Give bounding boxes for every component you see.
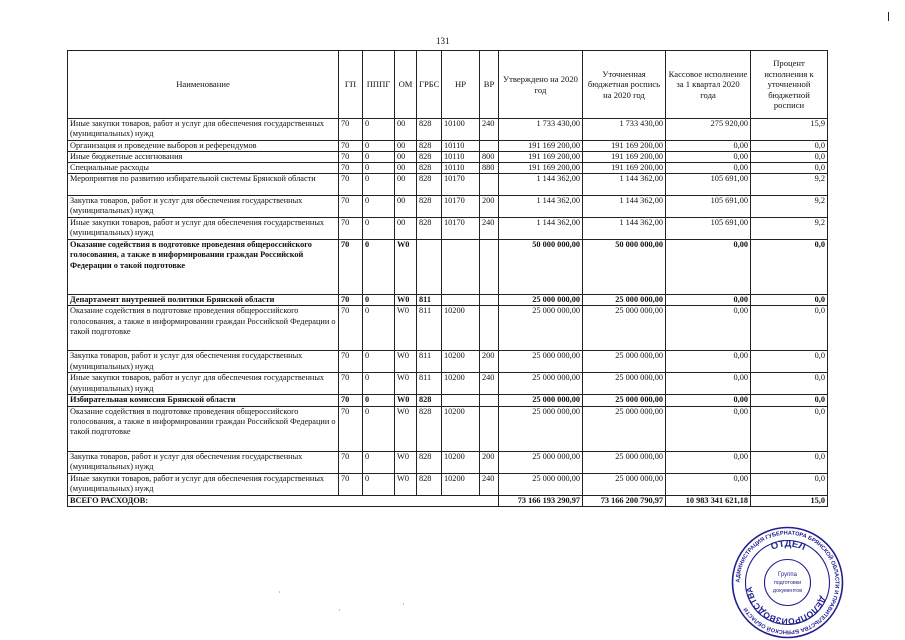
row-gp: 70 bbox=[339, 373, 363, 395]
row-name: Мероприятия по развитию избирательной системы Брянской области bbox=[68, 174, 339, 196]
row-vr: 200 bbox=[480, 196, 499, 218]
department-stamp bbox=[730, 525, 845, 640]
table-row bbox=[68, 240, 828, 295]
table-row bbox=[68, 141, 828, 152]
stamp-line-1: ОТДЕЛ bbox=[769, 538, 807, 554]
row-approved: 1 144 362,00 bbox=[499, 196, 583, 218]
total-refined: 73 166 200 790,97 bbox=[583, 495, 666, 506]
row-refined: 191 169 200,00 bbox=[583, 152, 666, 163]
row-percent: 15,9 bbox=[751, 119, 828, 141]
row-grbs: 828 bbox=[417, 141, 442, 152]
row-approved: 25 000 000,00 bbox=[499, 295, 583, 306]
row-refined: 25 000 000,00 bbox=[583, 373, 666, 395]
row-percent: 9,2 bbox=[751, 174, 828, 196]
row-gp: 70 bbox=[339, 141, 363, 152]
row-name: Закупка товаров, работ и услуг для обеспечения государственных (муниципальных) нужд bbox=[68, 351, 339, 373]
header-pppg: ПППГ bbox=[363, 51, 395, 119]
row-approved: 191 169 200,00 bbox=[499, 141, 583, 152]
row-pppg: 0 bbox=[363, 152, 395, 163]
row-cash: 0,00 bbox=[666, 451, 751, 473]
row-percent: 9,2 bbox=[751, 196, 828, 218]
row-cash: 0,00 bbox=[666, 240, 751, 295]
row-cash: 0,00 bbox=[666, 473, 751, 495]
header-vr: ВР bbox=[480, 51, 499, 119]
row-name: Иные бюджетные ассигнования bbox=[68, 152, 339, 163]
row-cash: 0,00 bbox=[666, 351, 751, 373]
table-header-row bbox=[68, 51, 828, 119]
row-refined: 1 144 362,00 bbox=[583, 218, 666, 240]
header-percent: Процент исполнения к уточненной бюджетной росписи bbox=[751, 51, 828, 119]
row-vr: 240 bbox=[480, 473, 499, 495]
row-refined: 50 000 000,00 bbox=[583, 240, 666, 295]
row-pppg: 0 bbox=[363, 218, 395, 240]
table-row bbox=[68, 306, 828, 351]
table-row bbox=[68, 373, 828, 395]
row-name: Избирательная комиссия Брянской области bbox=[68, 395, 339, 406]
row-vr: 200 bbox=[480, 451, 499, 473]
row-gp: 70 bbox=[339, 163, 363, 174]
row-refined: 1 144 362,00 bbox=[583, 174, 666, 196]
scan-speck: · bbox=[338, 606, 341, 615]
row-nr bbox=[442, 395, 480, 406]
table-row bbox=[68, 196, 828, 218]
header-approved: Утверждено на 2020 год bbox=[499, 51, 583, 119]
stamp-ring-text: АДМИНИСТРАЦИЯ ГУБЕРНАТОРА БРЯНСКОЙ ОБЛАСТИ И ПРАВИТЕЛЬСТВА БРЯНСКОЙ ОБЛАСТИ bbox=[735, 530, 840, 635]
row-pppg: 0 bbox=[363, 240, 395, 295]
row-refined: 25 000 000,00 bbox=[583, 451, 666, 473]
row-name: Иные закупки товаров, работ и услуг для обеспечения государственных (муниципальных) нужд bbox=[68, 473, 339, 495]
row-approved: 1 144 362,00 bbox=[499, 174, 583, 196]
row-approved: 25 000 000,00 bbox=[499, 451, 583, 473]
row-gp: 70 bbox=[339, 119, 363, 141]
stamp-center-3: документов bbox=[772, 588, 803, 594]
row-grbs bbox=[417, 240, 442, 295]
row-gp: 70 bbox=[339, 351, 363, 373]
row-nr: 10170 bbox=[442, 196, 480, 218]
budget-table bbox=[67, 50, 828, 507]
row-vr: 240 bbox=[480, 218, 499, 240]
row-name: Оказание содействия в подготовке проведения общероссийского голосования, а также в информировании граждан Российской Федерации о такой подготовке bbox=[68, 406, 339, 451]
row-pppg: 0 bbox=[363, 451, 395, 473]
row-pppg: 0 bbox=[363, 119, 395, 141]
row-om: W0 bbox=[395, 351, 417, 373]
row-percent: 0,0 bbox=[751, 473, 828, 495]
row-vr bbox=[480, 174, 499, 196]
row-vr bbox=[480, 306, 499, 351]
row-cash: 0,00 bbox=[666, 141, 751, 152]
row-cash: 0,00 bbox=[666, 373, 751, 395]
scan-speck: · bbox=[278, 588, 281, 597]
row-om: W0 bbox=[395, 395, 417, 406]
row-nr: 10200 bbox=[442, 473, 480, 495]
row-percent: 0,0 bbox=[751, 451, 828, 473]
row-grbs: 828 bbox=[417, 406, 442, 451]
row-nr bbox=[442, 240, 480, 295]
row-refined: 25 000 000,00 bbox=[583, 351, 666, 373]
row-grbs: 828 bbox=[417, 163, 442, 174]
row-om: 00 bbox=[395, 141, 417, 152]
row-grbs: 828 bbox=[417, 119, 442, 141]
row-refined: 1 144 362,00 bbox=[583, 196, 666, 218]
row-name: Организация и проведение выборов и референдумов bbox=[68, 141, 339, 152]
row-name: Департамент внутренней политики Брянской области bbox=[68, 295, 339, 306]
row-percent: 0,0 bbox=[751, 306, 828, 351]
table-row bbox=[68, 174, 828, 196]
row-refined: 25 000 000,00 bbox=[583, 306, 666, 351]
row-gp: 70 bbox=[339, 240, 363, 295]
row-nr bbox=[442, 295, 480, 306]
row-approved: 1 733 430,00 bbox=[499, 119, 583, 141]
row-pppg: 0 bbox=[363, 306, 395, 351]
row-vr bbox=[480, 295, 499, 306]
row-name: Закупка товаров, работ и услуг для обеспечения государственных (муниципальных) нужд bbox=[68, 196, 339, 218]
row-pppg: 0 bbox=[363, 351, 395, 373]
row-grbs: 811 bbox=[417, 373, 442, 395]
row-grbs: 811 bbox=[417, 351, 442, 373]
row-nr: 10200 bbox=[442, 373, 480, 395]
row-approved: 25 000 000,00 bbox=[499, 473, 583, 495]
row-gp: 70 bbox=[339, 295, 363, 306]
table-row bbox=[68, 395, 828, 406]
stamp-center-1: Группа bbox=[777, 572, 798, 578]
row-refined: 191 169 200,00 bbox=[583, 141, 666, 152]
row-refined: 191 169 200,00 bbox=[583, 163, 666, 174]
row-gp: 70 bbox=[339, 473, 363, 495]
corner-mark bbox=[888, 12, 889, 21]
row-approved: 25 000 000,00 bbox=[499, 351, 583, 373]
stamp-line-2: ДЕЛОПРОИЗВОДСТВА bbox=[743, 585, 829, 627]
row-percent: 0,0 bbox=[751, 240, 828, 295]
row-grbs: 828 bbox=[417, 174, 442, 196]
row-nr: 10110 bbox=[442, 141, 480, 152]
total-approved: 73 166 193 290,97 bbox=[499, 495, 583, 506]
row-refined: 1 733 430,00 bbox=[583, 119, 666, 141]
row-percent: 0,0 bbox=[751, 163, 828, 174]
row-gp: 70 bbox=[339, 218, 363, 240]
row-grbs: 828 bbox=[417, 196, 442, 218]
row-gp: 70 bbox=[339, 451, 363, 473]
row-pppg: 0 bbox=[363, 373, 395, 395]
row-vr bbox=[480, 395, 499, 406]
row-gp: 70 bbox=[339, 196, 363, 218]
row-pppg: 0 bbox=[363, 196, 395, 218]
row-refined: 25 000 000,00 bbox=[583, 395, 666, 406]
total-cash: 10 983 341 621,18 bbox=[666, 495, 751, 506]
row-cash: 0,00 bbox=[666, 395, 751, 406]
row-percent: 0,0 bbox=[751, 141, 828, 152]
row-vr bbox=[480, 406, 499, 451]
row-om: W0 bbox=[395, 451, 417, 473]
header-name: Наименование bbox=[68, 51, 339, 119]
row-grbs: 811 bbox=[417, 306, 442, 351]
table-row bbox=[68, 473, 828, 495]
row-percent: 0,0 bbox=[751, 295, 828, 306]
row-nr: 10200 bbox=[442, 306, 480, 351]
row-percent: 0,0 bbox=[751, 373, 828, 395]
row-nr: 10170 bbox=[442, 174, 480, 196]
header-nr: НР bbox=[442, 51, 480, 119]
row-approved: 25 000 000,00 bbox=[499, 395, 583, 406]
header-cash: Кассовое исполнение за 1 квартал 2020 года bbox=[666, 51, 751, 119]
total-label: ВСЕГО РАСХОДОВ: bbox=[68, 495, 499, 506]
row-percent: 0,0 bbox=[751, 395, 828, 406]
row-om: W0 bbox=[395, 295, 417, 306]
table-row bbox=[68, 351, 828, 373]
row-percent: 9,2 bbox=[751, 218, 828, 240]
row-refined: 25 000 000,00 bbox=[583, 406, 666, 451]
row-vr bbox=[480, 240, 499, 295]
row-cash: 0,00 bbox=[666, 295, 751, 306]
row-name: Оказание содействия в подготовке проведения общероссийского голосования, а также в информировании граждан Российской Федерации о такой подготовке bbox=[68, 240, 339, 295]
row-grbs: 828 bbox=[417, 473, 442, 495]
table-row bbox=[68, 406, 828, 451]
table-row bbox=[68, 451, 828, 473]
scan-speck: · bbox=[402, 600, 405, 609]
row-om: W0 bbox=[395, 306, 417, 351]
row-nr: 10200 bbox=[442, 451, 480, 473]
page-number: 131 bbox=[436, 36, 450, 46]
row-nr: 10200 bbox=[442, 406, 480, 451]
row-approved: 25 000 000,00 bbox=[499, 373, 583, 395]
row-nr: 10100 bbox=[442, 119, 480, 141]
row-om: W0 bbox=[395, 406, 417, 451]
row-cash: 0,00 bbox=[666, 306, 751, 351]
row-om: 00 bbox=[395, 174, 417, 196]
row-gp: 70 bbox=[339, 306, 363, 351]
row-pppg: 0 bbox=[363, 163, 395, 174]
row-cash: 105 691,00 bbox=[666, 218, 751, 240]
row-cash: 105 691,00 bbox=[666, 196, 751, 218]
stamp-center-2: подготовки bbox=[773, 580, 802, 586]
row-gp: 70 bbox=[339, 174, 363, 196]
table-row bbox=[68, 152, 828, 163]
row-nr: 10200 bbox=[442, 351, 480, 373]
total-percent: 15,0 bbox=[751, 495, 828, 506]
row-refined: 25 000 000,00 bbox=[583, 295, 666, 306]
row-grbs: 828 bbox=[417, 451, 442, 473]
row-pppg: 0 bbox=[363, 395, 395, 406]
row-vr: 880 bbox=[480, 163, 499, 174]
row-om: W0 bbox=[395, 473, 417, 495]
row-pppg: 0 bbox=[363, 473, 395, 495]
row-grbs: 828 bbox=[417, 395, 442, 406]
row-pppg: 0 bbox=[363, 174, 395, 196]
row-name: Иные закупки товаров, работ и услуг для обеспечения государственных (муниципальных) нужд bbox=[68, 373, 339, 395]
row-vr bbox=[480, 141, 499, 152]
row-om: 00 bbox=[395, 218, 417, 240]
row-om: 00 bbox=[395, 196, 417, 218]
row-approved: 191 169 200,00 bbox=[499, 163, 583, 174]
row-gp: 70 bbox=[339, 395, 363, 406]
row-vr: 200 bbox=[480, 351, 499, 373]
table-row bbox=[68, 119, 828, 141]
row-name: Специальные расходы bbox=[68, 163, 339, 174]
row-pppg: 0 bbox=[363, 406, 395, 451]
row-om: W0 bbox=[395, 240, 417, 295]
row-om: 00 bbox=[395, 163, 417, 174]
row-percent: 0,0 bbox=[751, 406, 828, 451]
row-nr: 10110 bbox=[442, 152, 480, 163]
row-refined: 25 000 000,00 bbox=[583, 473, 666, 495]
table-row bbox=[68, 295, 828, 306]
total-row bbox=[68, 495, 828, 506]
row-grbs: 828 bbox=[417, 152, 442, 163]
row-gp: 70 bbox=[339, 406, 363, 451]
row-grbs: 811 bbox=[417, 295, 442, 306]
table-row bbox=[68, 163, 828, 174]
header-om: ОМ bbox=[395, 51, 417, 119]
row-grbs: 828 bbox=[417, 218, 442, 240]
row-percent: 0,0 bbox=[751, 152, 828, 163]
row-pppg: 0 bbox=[363, 141, 395, 152]
row-vr: 240 bbox=[480, 119, 499, 141]
row-approved: 25 000 000,00 bbox=[499, 306, 583, 351]
row-name: Оказание содействия в подготовке проведения общероссийского голосования, а также в информировании граждан Российской Федерации о такой подготовке bbox=[68, 306, 339, 351]
row-cash: 0,00 bbox=[666, 152, 751, 163]
row-approved: 1 144 362,00 bbox=[499, 218, 583, 240]
row-om: 00 bbox=[395, 119, 417, 141]
header-refined: Уточненная бюджетная роспись на 2020 год bbox=[583, 51, 666, 119]
header-grbs: ГРБС bbox=[417, 51, 442, 119]
row-om: W0 bbox=[395, 373, 417, 395]
row-nr: 10110 bbox=[442, 163, 480, 174]
row-percent: 0,0 bbox=[751, 351, 828, 373]
row-cash: 275 920,00 bbox=[666, 119, 751, 141]
row-approved: 25 000 000,00 bbox=[499, 406, 583, 451]
header-gp: ГП bbox=[339, 51, 363, 119]
row-cash: 0,00 bbox=[666, 163, 751, 174]
row-cash: 0,00 bbox=[666, 406, 751, 451]
row-pppg: 0 bbox=[363, 295, 395, 306]
row-nr: 10170 bbox=[442, 218, 480, 240]
row-om: 00 bbox=[395, 152, 417, 163]
row-approved: 50 000 000,00 bbox=[499, 240, 583, 295]
row-approved: 191 169 200,00 bbox=[499, 152, 583, 163]
row-vr: 240 bbox=[480, 373, 499, 395]
row-vr: 800 bbox=[480, 152, 499, 163]
row-name: Иные закупки товаров, работ и услуг для обеспечения государственных (муниципальных) нужд bbox=[68, 119, 339, 141]
row-gp: 70 bbox=[339, 152, 363, 163]
table-row bbox=[68, 218, 828, 240]
row-cash: 105 691,00 bbox=[666, 174, 751, 196]
row-name: Закупка товаров, работ и услуг для обеспечения государственных (муниципальных) нужд bbox=[68, 451, 339, 473]
row-name: Иные закупки товаров, работ и услуг для обеспечения государственных (муниципальных) нужд bbox=[68, 218, 339, 240]
